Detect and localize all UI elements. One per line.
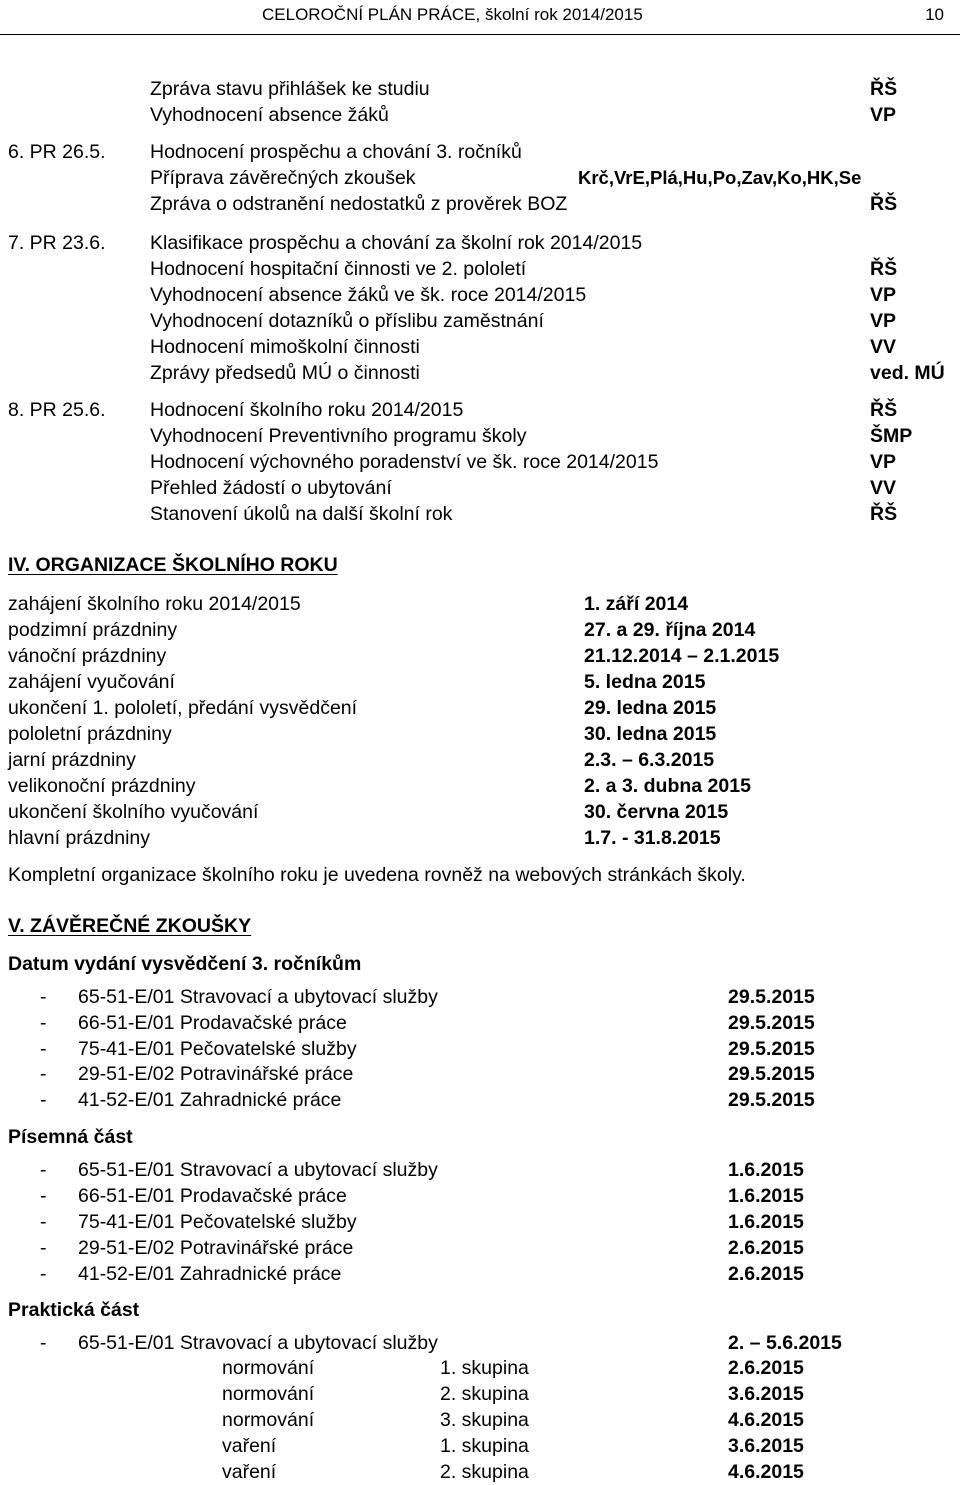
plan-item-text: Vyhodnocení Preventivního programu školy <box>150 425 527 447</box>
practical-activity: normování <box>222 1383 315 1405</box>
section-heading: V. ZÁVĚREČNÉ ZKOUŠKY <box>8 915 252 937</box>
list-dash: - <box>40 1332 47 1354</box>
plan-item-text: Hodnocení výchovného poradenství ve šk. roce 2014/2015 <box>150 451 659 473</box>
practical-date: 4.6.2015 <box>728 1461 804 1483</box>
section-heading: IV. ORGANIZACE ŠKOLNÍHO ROKU <box>8 554 338 576</box>
practical-group: 2. skupina <box>440 1461 529 1483</box>
exam-date: 2. – 5.6.2015 <box>728 1332 842 1354</box>
list-dash: - <box>40 1038 47 1060</box>
schedule-label: hlavní prázdniny <box>8 827 151 849</box>
schedule-label: velikonoční prázdniny <box>8 775 196 797</box>
exam-program: 29-51-E/02 Potravinářské práce <box>78 1063 354 1085</box>
practical-date: 2.6.2015 <box>728 1357 804 1379</box>
plan-item-responsible: ŠMP <box>870 425 913 447</box>
plan-item-text: Hodnocení školního roku 2014/2015 <box>150 399 464 421</box>
list-dash: - <box>40 1089 47 1111</box>
exam-program: 65-51-E/01 Stravovací a ubytovací služby <box>78 1332 438 1354</box>
list-dash: - <box>40 1159 47 1181</box>
schedule-value: 2.3. – 6.3.2015 <box>584 749 715 771</box>
schedule-label: jarní prázdniny <box>8 749 136 771</box>
plan-date: 6. PR 26.5. <box>8 141 106 163</box>
exam-program: 75-41-E/01 Pečovatelské služby <box>78 1211 357 1233</box>
exam-program: 75-41-E/01 Pečovatelské služby <box>78 1038 357 1060</box>
practical-date: 4.6.2015 <box>728 1409 804 1431</box>
plan-item-text: Zprávy předsedů MÚ o činnosti <box>150 362 420 384</box>
exam-date: 29.5.2015 <box>728 1063 815 1085</box>
plan-date: 7. PR 23.6. <box>8 232 106 254</box>
plan-item-responsible: VP <box>870 284 897 306</box>
exam-date: 1.6.2015 <box>728 1185 804 1207</box>
plan-item-text: Hodnocení hospitační činnosti ve 2. pololetí <box>150 258 527 280</box>
practical-activity: vaření <box>222 1435 277 1457</box>
header-title: CELOROČNÍ PLÁN PRÁCE, školní rok 2014/2015 <box>262 5 643 24</box>
group-title: Datum vydání vysvědčení 3. ročníkům <box>8 953 362 975</box>
plan-item-text: Hodnocení mimoškolní činnosti <box>150 336 420 358</box>
exam-program: 29-51-E/02 Potravinářské práce <box>78 1237 354 1259</box>
schedule-value: 1.7. - 31.8.2015 <box>584 827 721 849</box>
plan-item-responsible: VP <box>870 451 897 473</box>
practical-activity: normování <box>222 1357 315 1379</box>
exam-date: 29.5.2015 <box>728 1038 815 1060</box>
practical-date: 3.6.2015 <box>728 1435 804 1457</box>
schedule-value: 30. června 2015 <box>584 801 729 823</box>
schedule-label: zahájení vyučování <box>8 671 175 693</box>
plan-item-text: Vyhodnocení absence žáků ve šk. roce 2014/2015 <box>150 284 587 306</box>
list-dash: - <box>40 1063 47 1085</box>
plan-item-text: Zpráva o odstranění nedostatků z prověrek BOZ <box>150 193 568 215</box>
plan-item-text: Přehled žádostí o ubytování <box>150 477 392 499</box>
exam-date: 29.5.2015 <box>728 1012 815 1034</box>
plan-item-responsible: VV <box>870 477 897 499</box>
exam-program: 66-51-E/01 Prodavačské práce <box>78 1185 347 1207</box>
list-dash: - <box>40 1012 47 1034</box>
list-dash: - <box>40 1185 47 1207</box>
practical-group: 2. skupina <box>440 1383 529 1405</box>
plan-item-responsible: ŘŠ <box>870 399 898 421</box>
schedule-value: 1. září 2014 <box>584 593 689 615</box>
schedule-value: 21.12.2014 – 2.1.2015 <box>584 645 780 667</box>
practical-group: 3. skupina <box>440 1409 529 1431</box>
plan-item-text: Vyhodnocení absence žáků <box>150 104 389 126</box>
plan-date: 8. PR 25.6. <box>8 399 106 421</box>
schedule-value: 27. a 29. října 2014 <box>584 619 756 641</box>
exam-date: 1.6.2015 <box>728 1211 804 1233</box>
schedule-value: 2. a 3. dubna 2015 <box>584 775 751 797</box>
page-header <box>0 0 960 35</box>
plan-item-responsible: VV <box>870 336 897 358</box>
exam-date: 1.6.2015 <box>728 1159 804 1181</box>
list-dash: - <box>40 986 47 1008</box>
exam-date: 29.5.2015 <box>728 986 815 1008</box>
schedule-label: podzimní prázdniny <box>8 619 178 641</box>
schedule-note: Kompletní organizace školního roku je uvedena rovněž na webových stránkách školy. <box>8 864 746 886</box>
exam-program: 41-52-E/01 Zahradnické práce <box>78 1263 342 1285</box>
plan-item-text: Vyhodnocení dotazníků o příslibu zaměstnání <box>150 310 544 332</box>
plan-item-text: Hodnocení prospěchu a chování 3. ročníků <box>150 141 522 163</box>
schedule-label: ukončení 1. pololetí, předání vysvědčení <box>8 697 358 719</box>
schedule-label: vánoční prázdniny <box>8 645 167 667</box>
plan-item-responsible: ŘŠ <box>870 503 898 525</box>
plan-item-responsible: ŘŠ <box>870 258 898 280</box>
practical-group: 1. skupina <box>440 1357 529 1379</box>
page-number: 10 <box>925 5 944 24</box>
schedule-value: 30. ledna 2015 <box>584 723 717 745</box>
exam-date: 29.5.2015 <box>728 1089 815 1111</box>
plan-item-text: Zpráva stavu přihlášek ke studiu <box>150 78 430 100</box>
practical-activity: vaření <box>222 1461 277 1483</box>
exam-program: 65-51-E/01 Stravovací a ubytovací služby <box>78 986 438 1008</box>
practical-activity: normování <box>222 1409 315 1431</box>
exam-program: 65-51-E/01 Stravovací a ubytovací služby <box>78 1159 438 1181</box>
group-title: Písemná část <box>8 1126 133 1148</box>
exam-program: 41-52-E/01 Zahradnické práce <box>78 1089 342 1111</box>
plan-item-text: Klasifikace prospěchu a chování za školní rok 2014/2015 <box>150 232 643 254</box>
plan-item-responsible: Krč,VrE,Plá,Hu,Po,Zav,Ko,HK,Se <box>578 167 862 188</box>
plan-item-text: Příprava závěrečných zkoušek <box>150 167 416 189</box>
schedule-value: 5. ledna 2015 <box>584 671 706 693</box>
practical-date: 3.6.2015 <box>728 1383 804 1405</box>
plan-item-text: Stanovení úkolů na další školní rok <box>150 503 453 525</box>
schedule-label: pololetní prázdniny <box>8 723 172 745</box>
plan-item-responsible: VP <box>870 310 897 332</box>
schedule-label: zahájení školního roku 2014/2015 <box>8 593 301 615</box>
group-title: Praktická část <box>8 1299 140 1321</box>
plan-item-responsible: ŘŠ <box>870 193 898 215</box>
schedule-value: 29. ledna 2015 <box>584 697 717 719</box>
exam-program: 66-51-E/01 Prodavačské práce <box>78 1012 347 1034</box>
exam-date: 2.6.2015 <box>728 1263 804 1285</box>
list-dash: - <box>40 1237 47 1259</box>
practical-group: 1. skupina <box>440 1435 529 1457</box>
plan-item-responsible: VP <box>870 104 897 126</box>
exam-date: 2.6.2015 <box>728 1237 804 1259</box>
list-dash: - <box>40 1211 47 1233</box>
schedule-label: ukončení školního vyučování <box>8 801 259 823</box>
plan-item-responsible: ved. MÚ <box>870 362 945 384</box>
list-dash: - <box>40 1263 47 1285</box>
plan-item-responsible: ŘŠ <box>870 78 898 100</box>
